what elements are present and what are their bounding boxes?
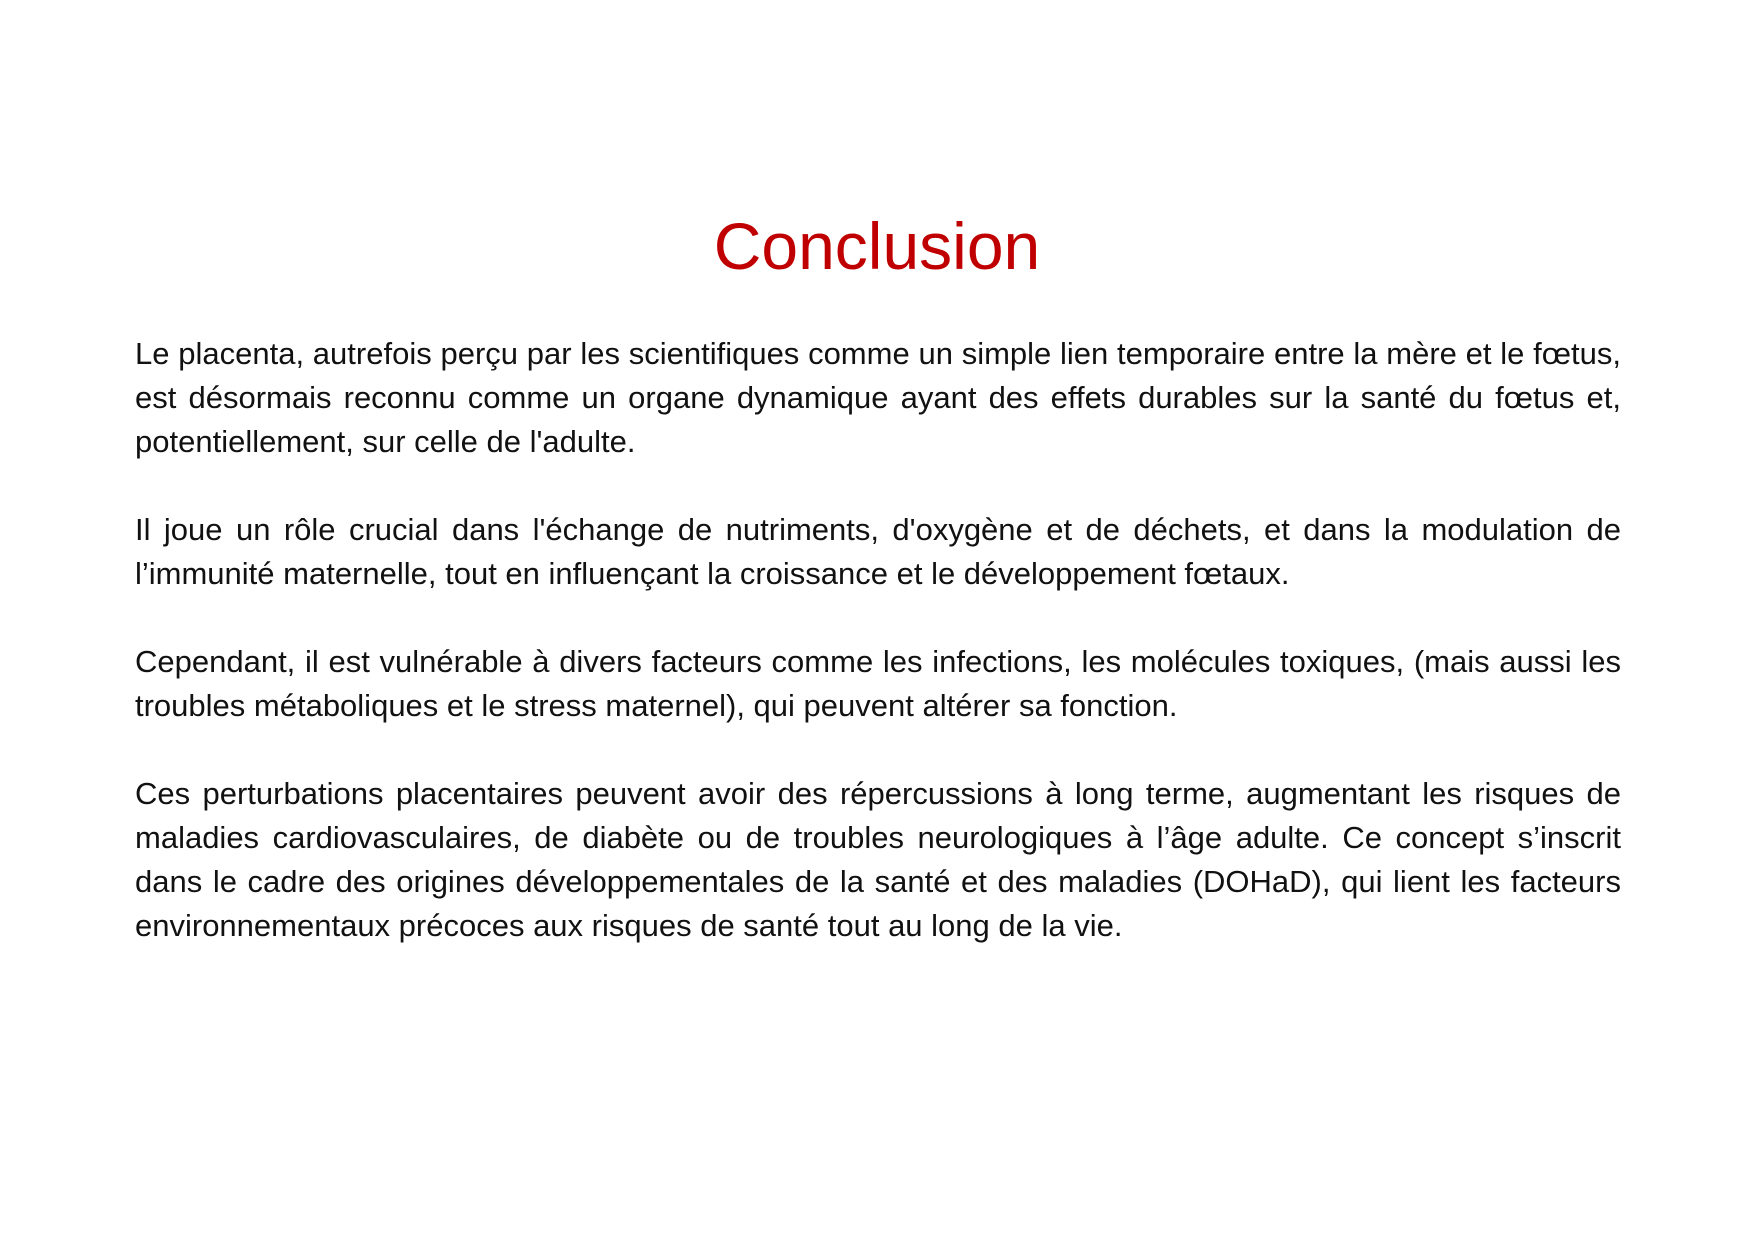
document-body — [135, 332, 1621, 992]
paragraph-placenta-role: Il joue un rôle crucial dans l'échange de nutriments, d'oxygène et de déchets, et dans la modulation de l’immunité maternelle, tout en influençant la croissance et le développement fœtaux. — [135, 512, 1621, 591]
paragraph-placenta-intro: Le placenta, autrefois perçu par les scientifiques comme un simple lien temporaire entre la mère et le fœtus, est désormais reconnu comme un organe dynamique ayant des effets durables sur la santé du fœtus et, potentiellement, sur celle de l'adulte. — [135, 336, 1621, 459]
paragraph-placenta-vulnerability: Cependant, il est vulnérable à divers facteurs comme les infections, les molécules toxiques, (mais aussi les troubles métaboliques et le stress maternel), qui peuvent altérer sa fonction. — [135, 644, 1621, 723]
page-title: Conclusion — [713, 209, 1041, 283]
paragraph-dohad: Ces perturbations placentaires peuvent avoir des répercussions à long terme, augmentant les risques de maladies cardiovasculaires, de diabète ou de troubles neurologiques à l’âge adulte. Ce concept s’inscrit dans le cadre des origines développementales de la santé et des maladies (DOHaD), qui lient les facteurs environnementaux précoces aux risques de santé tout au long de la vie. — [135, 776, 1621, 943]
